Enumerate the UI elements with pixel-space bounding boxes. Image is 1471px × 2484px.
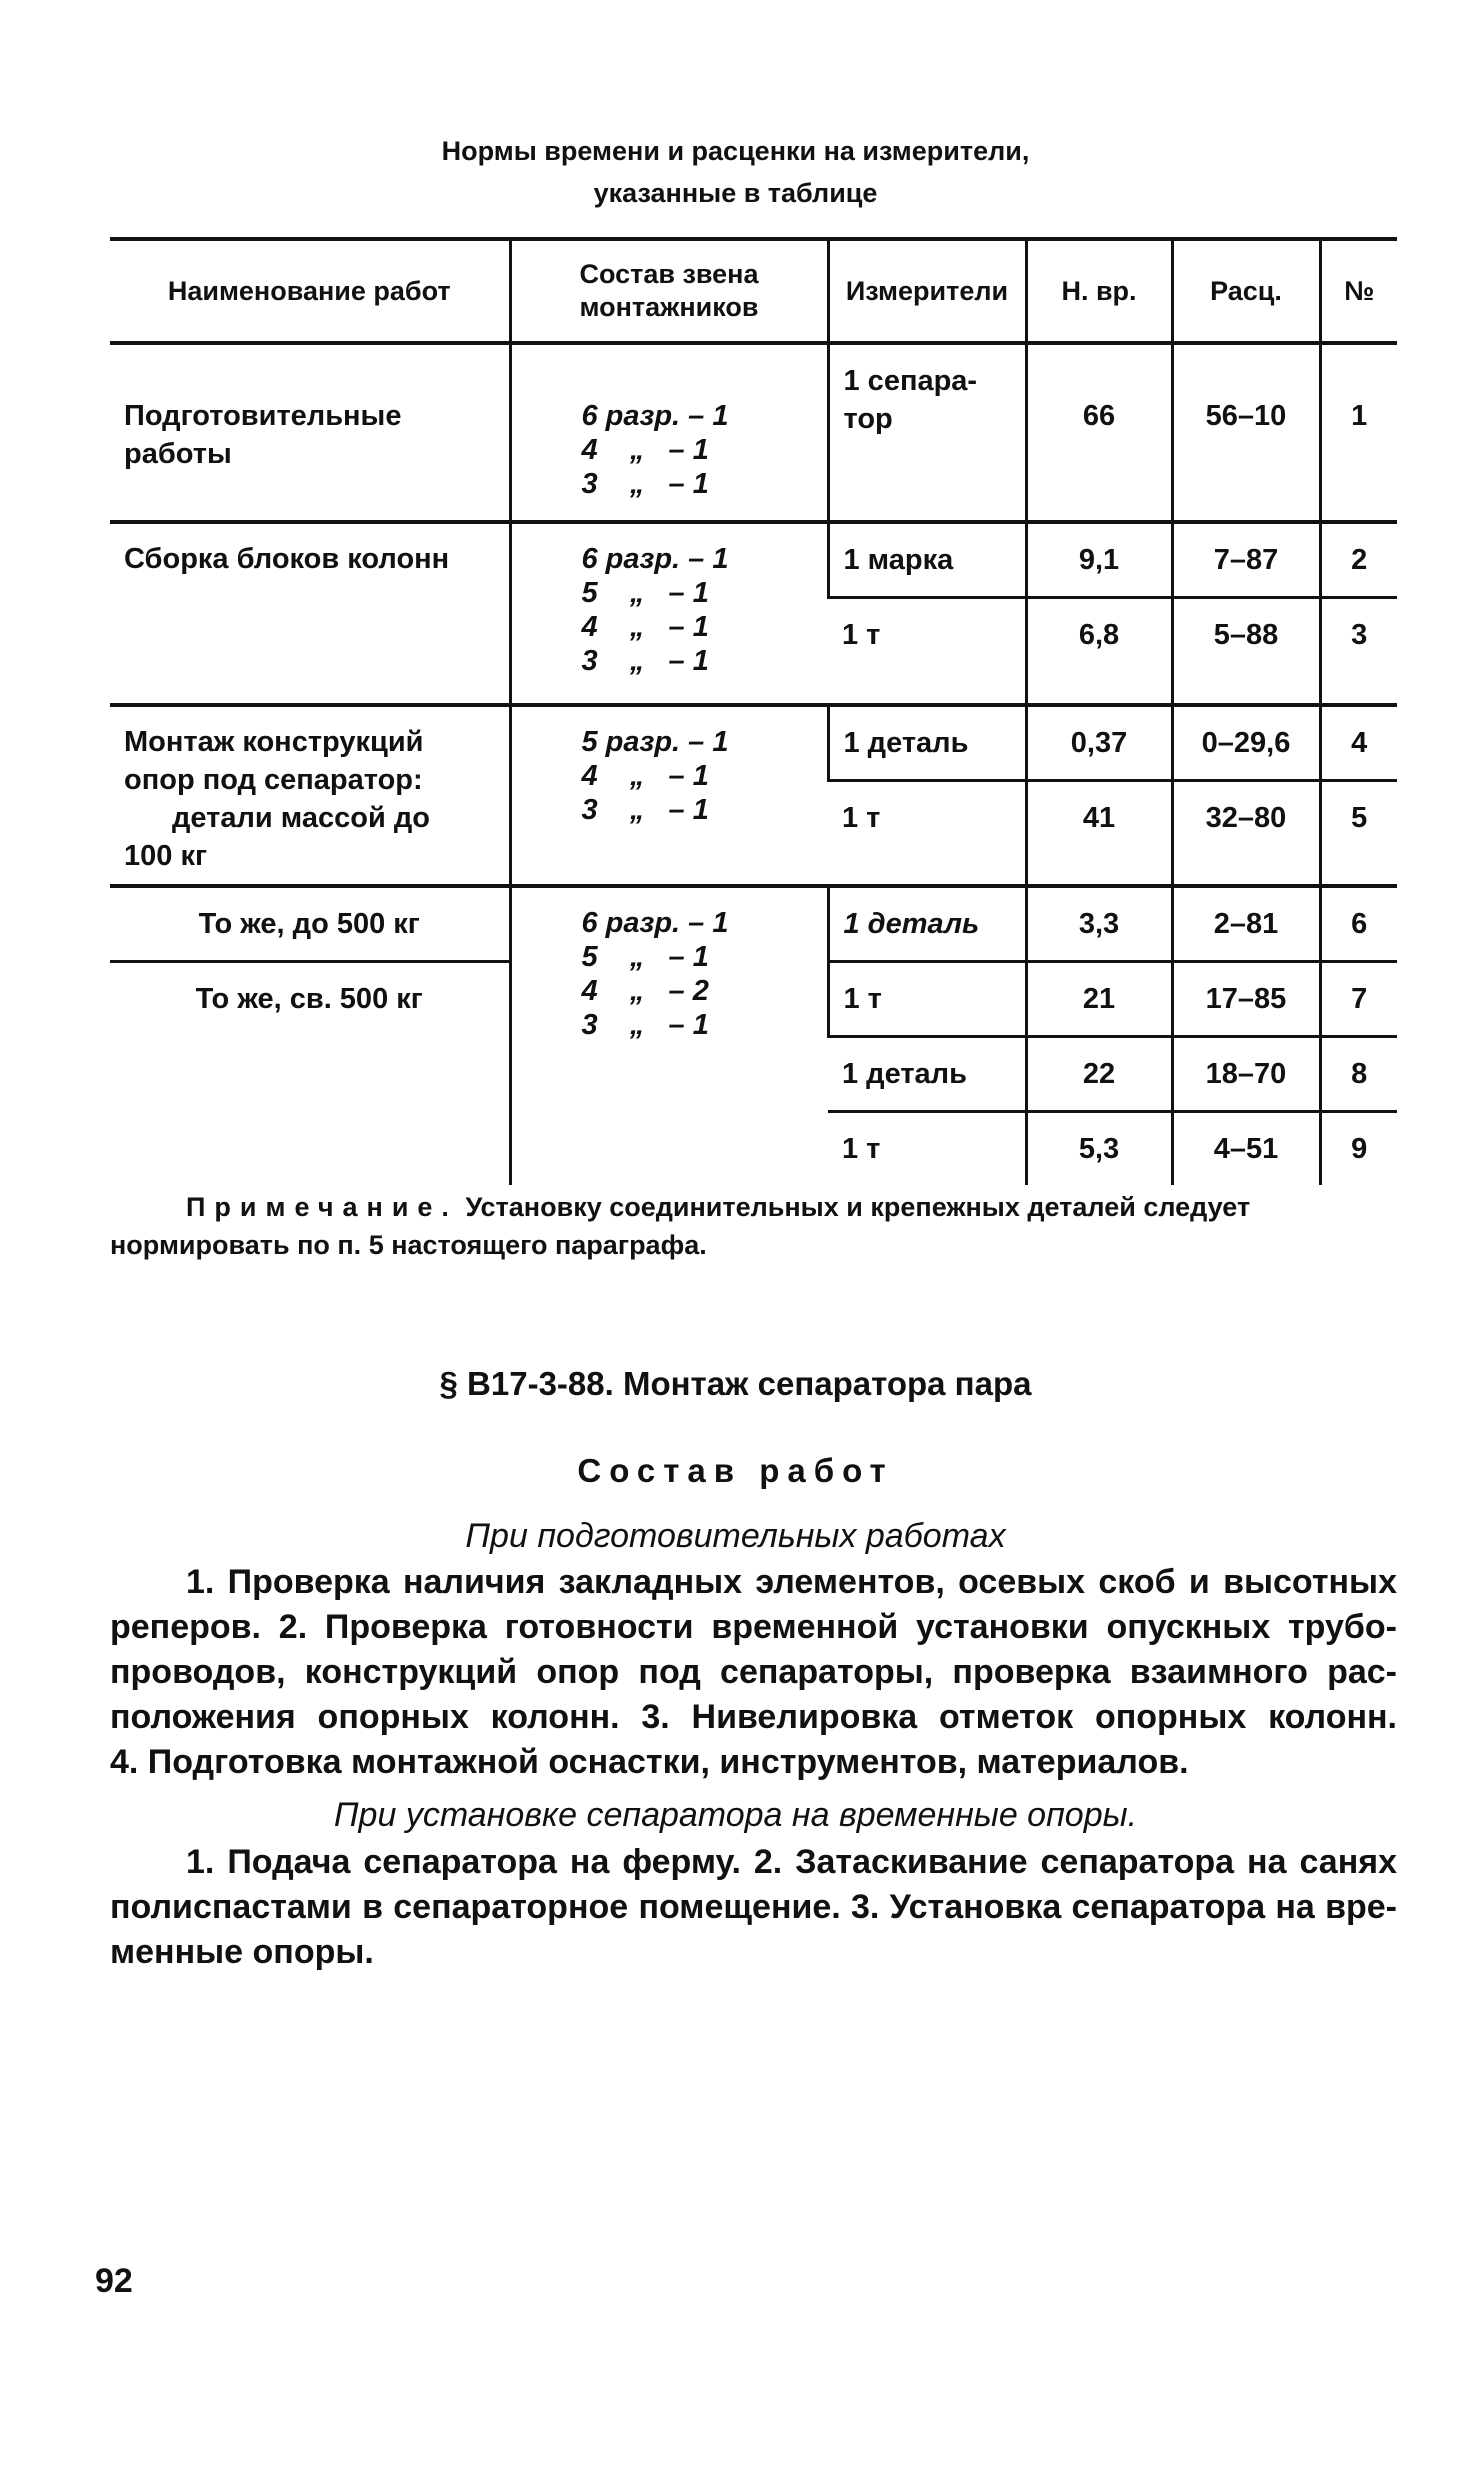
- page-title: [0, 130, 1471, 214]
- col-header-nvr: Н. вр.: [1026, 239, 1172, 343]
- paragraph-line: 1. Подача сепаратора на ферму. 2. Затаскивание сепаратора на санях: [186, 1843, 1397, 1881]
- nvr-cell: 9,1: [1026, 522, 1172, 598]
- rate-cell: 18–70: [1172, 1037, 1320, 1112]
- nvr-cell: 21: [1026, 962, 1172, 1037]
- row-number-cell: 2: [1320, 522, 1397, 598]
- part1-paragraph: [110, 1560, 1397, 1785]
- rate-cell: 2–81: [1172, 886, 1320, 962]
- table-header-row: [110, 239, 1397, 343]
- col-header-rate: Расц.: [1172, 239, 1320, 343]
- composition-title: Состав работ: [577, 1452, 894, 1489]
- note-text-line-2: нормировать по п. 5 настоящего параграфа.: [110, 1230, 707, 1260]
- rate-cell: 32–80: [1172, 781, 1320, 887]
- row-number-cell: 7: [1320, 962, 1397, 1037]
- nvr-cell: 41: [1026, 781, 1172, 887]
- nvr-cell: 5,3: [1026, 1112, 1172, 1186]
- table-row: [110, 343, 1397, 522]
- table-note: [110, 1188, 1397, 1264]
- meter-cell: 1 деталь: [828, 705, 1026, 781]
- title-line-1: Нормы времени и расценки на измерители,: [441, 136, 1030, 166]
- work-name-cell: Сборка блоков колонн: [110, 522, 510, 705]
- section-title: § В17-3-88. Монтаж сепаратора пара: [439, 1365, 1032, 1402]
- rate-cell: 5–88: [1172, 598, 1320, 706]
- row-number-cell: 5: [1320, 781, 1397, 887]
- col-header-no: №: [1320, 239, 1397, 343]
- meter-cell: 1 т: [828, 781, 1026, 887]
- work-name-cell: Подготовительные работы: [110, 343, 510, 522]
- row-number-cell: 9: [1320, 1112, 1397, 1186]
- col-header-crew: Состав звена монтажников: [510, 239, 828, 343]
- crew-cell: 6 разр. – 1 5 „ – 1 4 „ – 2 3 „ – 1: [510, 886, 828, 1185]
- meter-cell: 1 сепара- тор: [828, 343, 1026, 522]
- table-row: [110, 705, 1397, 781]
- note-text-line-1: Установку соединительных и крепежных деталей следует: [457, 1192, 1251, 1222]
- page-number: 92: [95, 2262, 133, 2300]
- paragraph-line: проводов, конструкций опор под сепараторы, проверка взаимного рас-: [110, 1653, 1397, 1691]
- nvr-cell: 22: [1026, 1037, 1172, 1112]
- crew-cell: 5 разр. – 1 4 „ – 1 3 „ – 1: [510, 705, 828, 886]
- meter-cell: 1 т: [828, 962, 1026, 1037]
- table-row: [110, 522, 1397, 598]
- meter-cell: 1 т: [828, 598, 1026, 706]
- row-number-cell: 3: [1320, 598, 1397, 706]
- paragraph-line: 4. Подготовка монтажной оснастки, инструментов, материалов.: [110, 1743, 1189, 1781]
- part1-heading: При подготовительных работах: [465, 1517, 1006, 1555]
- norms-table: [110, 237, 1397, 1185]
- paragraph-line: менные опоры.: [110, 1933, 374, 1971]
- part2-paragraph: [110, 1840, 1397, 1975]
- nvr-cell: 6,8: [1026, 598, 1172, 706]
- nvr-cell: 66: [1026, 343, 1172, 522]
- meter-cell: 1 деталь: [828, 886, 1026, 962]
- title-line-2: указанные в таблице: [593, 178, 878, 208]
- paragraph-line: полиспастами в сепараторное помещение. 3. Установка сепаратора на вре-: [110, 1888, 1397, 1926]
- work-name-cell: Монтаж конструкций опор под сепаратор: детали массой до 100 кг: [110, 705, 510, 886]
- meter-cell: 1 деталь: [828, 1037, 1026, 1112]
- row-number-cell: 6: [1320, 886, 1397, 962]
- work-name-cell: То же, до 500 кг: [110, 886, 510, 962]
- rate-cell: 17–85: [1172, 962, 1320, 1037]
- part2-heading: При установке сепаратора на временные опоры.: [333, 1796, 1138, 1834]
- meter-cell: 1 марка: [828, 522, 1026, 598]
- table-row: [110, 886, 1397, 962]
- rate-cell: 0–29,6: [1172, 705, 1320, 781]
- row-number-cell: 8: [1320, 1037, 1397, 1112]
- nvr-cell: 3,3: [1026, 886, 1172, 962]
- crew-cell: 6 разр. – 1 5 „ – 1 4 „ – 1 3 „ – 1: [510, 522, 828, 705]
- row-number-cell: 4: [1320, 705, 1397, 781]
- col-header-name: Наименование работ: [110, 239, 510, 343]
- rate-cell: 4–51: [1172, 1112, 1320, 1186]
- work-name-cell: То же, св. 500 кг: [195, 983, 423, 1015]
- row-number-cell: 1: [1320, 343, 1397, 522]
- paragraph-line: 1. Проверка наличия закладных элементов, осевых скоб и высотных: [186, 1563, 1397, 1601]
- note-label: Примечание.: [186, 1192, 458, 1222]
- rate-cell: 56–10: [1172, 343, 1320, 522]
- nvr-cell: 0,37: [1026, 705, 1172, 781]
- paragraph-line: реперов. 2. Проверка готовности временной установки опускных трубо-: [110, 1608, 1397, 1646]
- meter-cell: 1 т: [842, 1133, 881, 1165]
- col-header-meter: Измерители: [828, 239, 1026, 343]
- crew-cell: 6 разр. – 1 4 „ – 1 3 „ – 1: [510, 343, 828, 522]
- rate-cell: 7–87: [1172, 522, 1320, 598]
- paragraph-line: положения опорных колонн. 3. Нивелировка отметок опорных колонн.: [110, 1698, 1397, 1736]
